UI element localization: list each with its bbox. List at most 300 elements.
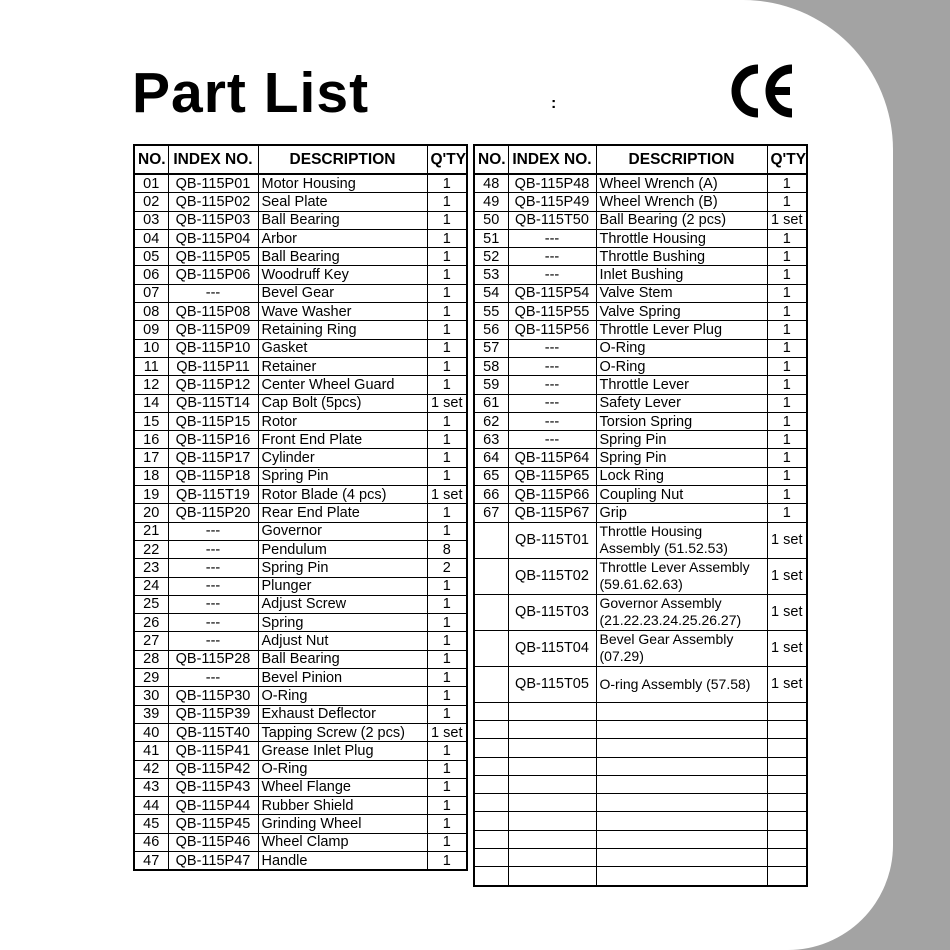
- cell-description: Spring Pin: [258, 559, 427, 577]
- table-row: [134, 449, 467, 467]
- table-row: [474, 666, 807, 702]
- table-row: [474, 339, 807, 357]
- table-row: [134, 559, 467, 577]
- table-row: [134, 376, 467, 394]
- cell-qty: 1: [427, 376, 467, 394]
- blank-cell: [767, 757, 807, 775]
- table-row: [134, 266, 467, 284]
- blank-cell: [596, 849, 767, 867]
- cell-index-no: ---: [508, 357, 596, 375]
- cell-description: Handle: [258, 851, 427, 870]
- blank-row: [474, 830, 807, 848]
- cell-no: 43: [134, 778, 168, 796]
- cell-no: 56: [474, 321, 508, 339]
- table-row: [134, 851, 467, 870]
- cell-index-no: QB-115T02: [508, 558, 596, 594]
- cell-no: 23: [134, 559, 168, 577]
- cell-no: 05: [134, 248, 168, 266]
- blank-cell: [508, 849, 596, 867]
- cell-qty: 1: [427, 339, 467, 357]
- table-row: [134, 431, 467, 449]
- cell-description: Throttle Lever: [596, 376, 767, 394]
- cell-description: Rotor Blade (4 pcs): [258, 486, 427, 504]
- col-header-description: DESCRIPTION: [596, 145, 767, 174]
- cell-no: 61: [474, 394, 508, 412]
- cell-qty: 1: [767, 449, 807, 467]
- cell-qty: 8: [427, 540, 467, 558]
- table-row: [134, 778, 467, 796]
- cell-description: Ball Bearing: [258, 650, 427, 668]
- cell-description: Governor Assembly (21.22.23.24.25.26.27): [596, 594, 767, 630]
- table-header-row: [134, 145, 467, 174]
- table-row: [134, 486, 467, 504]
- col-header-no: NO.: [134, 145, 168, 174]
- cell-description: Inlet Bushing: [596, 266, 767, 284]
- cell-no: 42: [134, 760, 168, 778]
- cell-no: 12: [134, 376, 168, 394]
- cell-index-no: QB-115P49: [508, 193, 596, 211]
- cell-qty: 1: [427, 321, 467, 339]
- cell-no: 50: [474, 211, 508, 229]
- cell-qty: 1: [427, 266, 467, 284]
- table-row: [474, 594, 807, 630]
- cell-index-no: QB-115P04: [168, 229, 258, 247]
- blank-cell: [767, 830, 807, 848]
- cell-qty: 1: [427, 504, 467, 522]
- blank-cell: [474, 702, 508, 720]
- cell-description: Throttle Lever Assembly (59.61.62.63): [596, 558, 767, 594]
- blank-row: [474, 812, 807, 830]
- cell-qty: 1: [427, 815, 467, 833]
- blank-cell: [596, 720, 767, 738]
- cell-index-no: QB-115P02: [168, 193, 258, 211]
- table-row: [134, 504, 467, 522]
- cell-index-no: QB-115P41: [168, 742, 258, 760]
- cell-no: 25: [134, 595, 168, 613]
- table-row: [134, 760, 467, 778]
- blank-row: [474, 702, 807, 720]
- blank-cell: [767, 702, 807, 720]
- cell-description: Bevel Gear: [258, 284, 427, 302]
- cell-no: 67: [474, 504, 508, 522]
- table-row: [134, 797, 467, 815]
- cell-index-no: QB-115P46: [168, 833, 258, 851]
- cell-index-no: QB-115P44: [168, 797, 258, 815]
- table-row: [134, 614, 467, 632]
- cell-no: 57: [474, 339, 508, 357]
- table-row: [134, 632, 467, 650]
- cell-description: O-ring Assembly (57.58): [596, 666, 767, 702]
- cell-description: Wheel Wrench (A): [596, 174, 767, 193]
- table-row: [474, 266, 807, 284]
- blank-cell: [767, 720, 807, 738]
- table-row: [134, 211, 467, 229]
- cell-description: Adjust Screw: [258, 595, 427, 613]
- cell-qty: 1: [427, 357, 467, 375]
- cell-no: 01: [134, 174, 168, 193]
- cell-qty: 1: [767, 339, 807, 357]
- cell-index-no: QB-115P47: [168, 851, 258, 870]
- cell-no: 24: [134, 577, 168, 595]
- table-row: [134, 394, 467, 412]
- cell-description: Tapping Screw (2 pcs): [258, 723, 427, 741]
- cell-qty: 1: [427, 760, 467, 778]
- cell-qty: 1: [427, 467, 467, 485]
- table-row: [134, 284, 467, 302]
- cell-qty: 1: [767, 174, 807, 193]
- table-row: [134, 705, 467, 723]
- table-row: [474, 174, 807, 193]
- cell-description: Motor Housing: [258, 174, 427, 193]
- cell-no: 63: [474, 431, 508, 449]
- table-row: [474, 522, 807, 558]
- cell-description: Arbor: [258, 229, 427, 247]
- cell-no: 45: [134, 815, 168, 833]
- cell-qty: 1: [427, 669, 467, 687]
- cell-no: 58: [474, 357, 508, 375]
- blank-cell: [474, 739, 508, 757]
- cell-qty: 1: [767, 303, 807, 321]
- table-row: [134, 412, 467, 430]
- blank-cell: [474, 757, 508, 775]
- cell-description: Gasket: [258, 339, 427, 357]
- cell-no: 59: [474, 376, 508, 394]
- cell-index-no: QB-115P39: [168, 705, 258, 723]
- cell-index-no: QB-115P06: [168, 266, 258, 284]
- cell-no: 47: [134, 851, 168, 870]
- cell-no: 55: [474, 303, 508, 321]
- cell-qty: 1: [427, 650, 467, 668]
- cell-index-no: ---: [168, 577, 258, 595]
- cell-qty: 1: [427, 797, 467, 815]
- cell-no: 27: [134, 632, 168, 650]
- blank-row: [474, 867, 807, 886]
- cell-no: 10: [134, 339, 168, 357]
- cell-description: Seal Plate: [258, 193, 427, 211]
- cell-no: [474, 666, 508, 702]
- cell-no: 11: [134, 357, 168, 375]
- cell-description: Bevel Gear Assembly (07.29): [596, 630, 767, 666]
- cell-qty: 1 set: [427, 394, 467, 412]
- cell-description: Valve Stem: [596, 284, 767, 302]
- cell-qty: 1: [427, 742, 467, 760]
- cell-description: Pendulum: [258, 540, 427, 558]
- blank-cell: [767, 794, 807, 812]
- cell-index-no: QB-115T19: [168, 486, 258, 504]
- cell-qty: 1: [767, 412, 807, 430]
- blank-row: [474, 794, 807, 812]
- cell-no: 07: [134, 284, 168, 302]
- cell-qty: 1: [767, 376, 807, 394]
- cell-no: 20: [134, 504, 168, 522]
- cell-description: Governor: [258, 522, 427, 540]
- cell-description: Wheel Wrench (B): [596, 193, 767, 211]
- cell-no: 19: [134, 486, 168, 504]
- table-row: [134, 815, 467, 833]
- table-row: [134, 577, 467, 595]
- cell-qty: 1: [427, 303, 467, 321]
- cell-index-no: QB-115P64: [508, 449, 596, 467]
- blank-cell: [596, 757, 767, 775]
- cell-no: 08: [134, 303, 168, 321]
- cell-description: Throttle Housing Assembly (51.52.53): [596, 522, 767, 558]
- cell-qty: 1: [427, 431, 467, 449]
- table-row: [134, 339, 467, 357]
- blank-cell: [508, 702, 596, 720]
- cell-no: 66: [474, 486, 508, 504]
- cell-qty: 1: [767, 467, 807, 485]
- cell-no: 41: [134, 742, 168, 760]
- table-row: [134, 742, 467, 760]
- cell-qty: 1 set: [767, 630, 807, 666]
- cell-no: 48: [474, 174, 508, 193]
- blank-cell: [508, 812, 596, 830]
- blank-cell: [508, 757, 596, 775]
- cell-index-no: QB-115T03: [508, 594, 596, 630]
- cell-index-no: ---: [168, 284, 258, 302]
- cell-index-no: ---: [508, 266, 596, 284]
- cell-no: 16: [134, 431, 168, 449]
- table-row: [474, 486, 807, 504]
- cell-index-no: ---: [168, 595, 258, 613]
- table-header-row: [474, 145, 807, 174]
- blank-cell: [767, 867, 807, 886]
- cell-no: 18: [134, 467, 168, 485]
- cell-no: 40: [134, 723, 168, 741]
- table-row: [134, 357, 467, 375]
- cell-no: 53: [474, 266, 508, 284]
- cell-index-no: ---: [508, 394, 596, 412]
- cell-index-no: QB-115P03: [168, 211, 258, 229]
- blank-cell: [508, 775, 596, 793]
- cell-index-no: QB-115P56: [508, 321, 596, 339]
- blank-cell: [596, 812, 767, 830]
- cell-no: 06: [134, 266, 168, 284]
- cell-index-no: ---: [508, 339, 596, 357]
- cell-no: 15: [134, 412, 168, 430]
- table-row: [474, 229, 807, 247]
- blank-cell: [596, 775, 767, 793]
- cell-description: Coupling Nut: [596, 486, 767, 504]
- cell-description: Woodruff Key: [258, 266, 427, 284]
- cell-index-no: QB-115P05: [168, 248, 258, 266]
- table-row: [134, 833, 467, 851]
- table-row: [134, 193, 467, 211]
- blank-row: [474, 849, 807, 867]
- cell-description: Ball Bearing: [258, 211, 427, 229]
- table-row: [474, 303, 807, 321]
- blank-cell: [596, 739, 767, 757]
- cell-index-no: ---: [508, 412, 596, 430]
- cell-qty: 1: [767, 321, 807, 339]
- cell-no: 22: [134, 540, 168, 558]
- table-row: [134, 174, 467, 193]
- cell-index-no: QB-115P42: [168, 760, 258, 778]
- cell-qty: 1: [767, 486, 807, 504]
- col-header-index: INDEX NO.: [168, 145, 258, 174]
- cell-description: Cylinder: [258, 449, 427, 467]
- cell-qty: 1: [767, 431, 807, 449]
- cell-index-no: QB-115P55: [508, 303, 596, 321]
- blank-row: [474, 757, 807, 775]
- table-row: [474, 284, 807, 302]
- cell-index-no: QB-115P09: [168, 321, 258, 339]
- table-row: [474, 412, 807, 430]
- cell-qty: 1: [767, 248, 807, 266]
- cell-no: 29: [134, 669, 168, 687]
- blank-cell: [767, 775, 807, 793]
- cell-qty: 1: [427, 778, 467, 796]
- blank-cell: [596, 867, 767, 886]
- cell-index-no: ---: [168, 632, 258, 650]
- cell-no: 39: [134, 705, 168, 723]
- ce-mark-icon: [728, 63, 798, 119]
- blank-cell: [474, 794, 508, 812]
- blank-cell: [474, 775, 508, 793]
- blank-cell: [474, 812, 508, 830]
- cell-index-no: QB-115T04: [508, 630, 596, 666]
- cell-qty: 1: [427, 284, 467, 302]
- table-row: [134, 687, 467, 705]
- cell-index-no: ---: [508, 376, 596, 394]
- table-row: [474, 376, 807, 394]
- cell-no: 02: [134, 193, 168, 211]
- blank-cell: [508, 739, 596, 757]
- blank-row: [474, 739, 807, 757]
- cell-no: [474, 630, 508, 666]
- cell-index-no: QB-115P18: [168, 467, 258, 485]
- cell-description: Rotor: [258, 412, 427, 430]
- cell-index-no: QB-115P20: [168, 504, 258, 522]
- cell-index-no: QB-115P17: [168, 449, 258, 467]
- cell-no: 09: [134, 321, 168, 339]
- cell-index-no: QB-115P30: [168, 687, 258, 705]
- cell-qty: 1: [767, 229, 807, 247]
- cell-qty: 1: [427, 705, 467, 723]
- cell-index-no: QB-115P67: [508, 504, 596, 522]
- cell-no: 52: [474, 248, 508, 266]
- cell-qty: 1 set: [767, 594, 807, 630]
- colon-mark: :: [551, 95, 557, 112]
- cell-description: Throttle Bushing: [596, 248, 767, 266]
- cell-description: Grinding Wheel: [258, 815, 427, 833]
- table-row: [134, 723, 467, 741]
- cell-index-no: QB-115P10: [168, 339, 258, 357]
- cell-qty: 1 set: [427, 486, 467, 504]
- blank-cell: [508, 720, 596, 738]
- table-row: [134, 303, 467, 321]
- blank-cell: [508, 794, 596, 812]
- cell-index-no: QB-115T01: [508, 522, 596, 558]
- cell-qty: 1 set: [767, 211, 807, 229]
- blank-cell: [767, 849, 807, 867]
- table-row: [134, 248, 467, 266]
- blank-cell: [474, 849, 508, 867]
- cell-qty: 1: [427, 229, 467, 247]
- cell-description: Torsion Spring: [596, 412, 767, 430]
- cell-description: Valve Spring: [596, 303, 767, 321]
- cell-no: 26: [134, 614, 168, 632]
- cell-description: Plunger: [258, 577, 427, 595]
- cell-index-no: QB-115T40: [168, 723, 258, 741]
- table-row: [134, 229, 467, 247]
- table-row: [134, 467, 467, 485]
- cell-description: O-Ring: [596, 357, 767, 375]
- cell-index-no: QB-115P11: [168, 357, 258, 375]
- cell-qty: 1: [767, 266, 807, 284]
- cell-no: 65: [474, 467, 508, 485]
- table-row: [474, 357, 807, 375]
- parts-table-left: [133, 144, 468, 871]
- cell-index-no: QB-115P28: [168, 650, 258, 668]
- cell-description: Rubber Shield: [258, 797, 427, 815]
- cell-no: 04: [134, 229, 168, 247]
- cell-no: [474, 594, 508, 630]
- cell-qty: 1: [427, 174, 467, 193]
- cell-no: [474, 558, 508, 594]
- cell-index-no: QB-115P54: [508, 284, 596, 302]
- cell-index-no: QB-115T05: [508, 666, 596, 702]
- cell-no: 62: [474, 412, 508, 430]
- cell-no: 64: [474, 449, 508, 467]
- cell-qty: 1: [767, 394, 807, 412]
- cell-qty: 2: [427, 559, 467, 577]
- cell-qty: 1: [427, 595, 467, 613]
- cell-no: [474, 522, 508, 558]
- cell-no: 44: [134, 797, 168, 815]
- table-row: [474, 449, 807, 467]
- table-row: [134, 522, 467, 540]
- cell-description: Throttle Lever Plug: [596, 321, 767, 339]
- col-header-index: INDEX NO.: [508, 145, 596, 174]
- cell-description: Wheel Clamp: [258, 833, 427, 851]
- col-header-qty: Q'TY: [427, 145, 467, 174]
- cell-no: 21: [134, 522, 168, 540]
- cell-no: 46: [134, 833, 168, 851]
- cell-qty: 1: [427, 248, 467, 266]
- cell-qty: 1 set: [427, 723, 467, 741]
- cell-index-no: QB-115P45: [168, 815, 258, 833]
- cell-qty: 1: [427, 614, 467, 632]
- cell-description: Exhaust Deflector: [258, 705, 427, 723]
- table-row: [474, 630, 807, 666]
- cell-index-no: QB-115P01: [168, 174, 258, 193]
- cell-description: O-Ring: [258, 760, 427, 778]
- cell-index-no: ---: [508, 229, 596, 247]
- cell-description: Spring Pin: [596, 431, 767, 449]
- blank-row: [474, 720, 807, 738]
- cell-index-no: ---: [508, 431, 596, 449]
- blank-cell: [508, 830, 596, 848]
- table-row: [134, 540, 467, 558]
- cell-qty: 1: [427, 833, 467, 851]
- cell-description: Cap Bolt (5pcs): [258, 394, 427, 412]
- cell-index-no: QB-115P16: [168, 431, 258, 449]
- cell-qty: 1: [767, 357, 807, 375]
- cell-description: Throttle Housing: [596, 229, 767, 247]
- cell-description: Ball Bearing (2 pcs): [596, 211, 767, 229]
- cell-description: Front End Plate: [258, 431, 427, 449]
- table-row: [474, 321, 807, 339]
- table-row: [474, 431, 807, 449]
- cell-description: Retaining Ring: [258, 321, 427, 339]
- cell-description: Bevel Pinion: [258, 669, 427, 687]
- blank-cell: [596, 702, 767, 720]
- cell-qty: 1: [427, 687, 467, 705]
- cell-index-no: QB-115P66: [508, 486, 596, 504]
- cell-qty: 1: [427, 577, 467, 595]
- col-header-no: NO.: [474, 145, 508, 174]
